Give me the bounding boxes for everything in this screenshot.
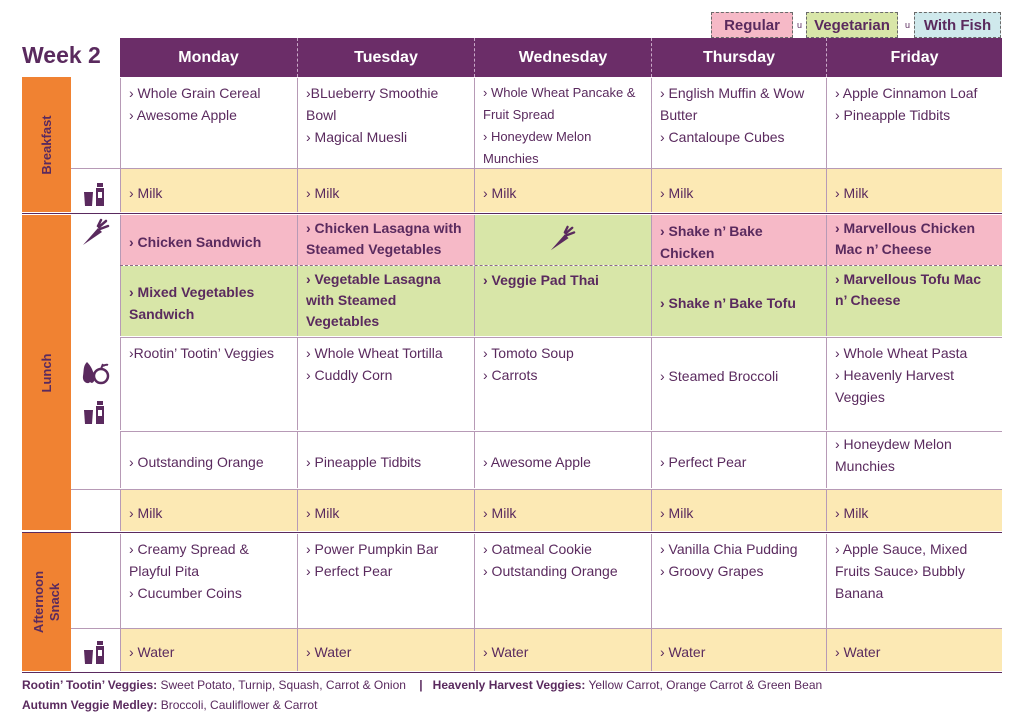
footnote-heavenly-text: Yellow Carrot, Orange Carrot & Green Bean xyxy=(588,678,823,692)
lunch-fruit-tuesday: › Pineapple Tidbits xyxy=(297,432,474,488)
footnote-line-1 xyxy=(22,678,822,692)
snack-water-tuesday: › Water xyxy=(297,629,474,671)
breakfast-cell-friday: › Apple Cinnamon Loaf › Pineapple Tidbits xyxy=(826,78,1002,168)
footnote-divider: | xyxy=(419,678,423,692)
snack-thursday: › Vanilla Chia Pudding › Groovy Grapes xyxy=(651,534,826,628)
lunch-fruit-monday: › Outstanding Orange xyxy=(120,432,297,488)
lunch-veg-tuesday: › Vegetable Lasagna with Steamed Vegetables xyxy=(297,266,474,336)
snack-tuesday: › Power Pumpkin Bar › Perfect Pear xyxy=(297,534,474,628)
breakfast-cell-tuesday: ›BLueberry Smoothie Bowl › Magical Muesli xyxy=(297,78,474,168)
footnote-autumn-text: Broccoli, Cauliflower & Carrot xyxy=(160,698,318,712)
lunch-veg-thursday: › Shake n’ Bake Tofu xyxy=(651,266,826,336)
snack-friday: › Apple Sauce, Mixed Fruits Sauce› Bubbly Banana xyxy=(826,534,1002,628)
lunch-side-wednesday: › Tomoto Soup › Carrots xyxy=(474,338,651,430)
snack-wednesday: › Oatmeal Cookie › Outstanding Orange xyxy=(474,534,651,628)
lunch-milk-thursday: › Milk xyxy=(651,490,826,531)
lunch-side-thursday: › Steamed Broccoli xyxy=(651,338,826,430)
footnote-rootin-text: Sweet Potato, Turnip, Squash, Carrot & Onion xyxy=(160,678,406,692)
day-header-wednesday: Wednesday xyxy=(474,38,651,77)
legend-separator: u xyxy=(905,20,911,30)
legend-with-fish: With Fish xyxy=(914,12,1001,38)
section-breakfast: Breakfast xyxy=(22,77,71,212)
breakfast-cell-monday: › Whole Grain Cereal › Awesome Apple xyxy=(120,78,297,168)
footnote-rootin-label: Rootin’ Tootin’ Veggies: xyxy=(22,678,158,692)
footnote-autumn-label: Autumn Veggie Medley: xyxy=(22,698,158,712)
snack-water-monday: › Water xyxy=(120,629,297,671)
footnote-heavenly-label: Heavenly Harvest Veggies: xyxy=(432,678,586,692)
snack-monday: › Creamy Spread & Playful Pita › Cucumber Coins xyxy=(120,534,297,628)
carrot-icon xyxy=(548,225,576,253)
lunch-fruit-wednesday: › Awesome Apple xyxy=(474,432,651,488)
snack-water-thursday: › Water xyxy=(651,629,826,671)
lunch-milk-friday: › Milk xyxy=(826,490,1002,531)
breakfast-milk-wednesday: › Milk xyxy=(474,169,651,212)
week-title: Week 2 xyxy=(22,42,101,68)
apple-pear-icon xyxy=(80,358,110,386)
section-lunch: Lunch xyxy=(22,215,71,530)
day-header-friday: Friday xyxy=(826,38,1002,77)
lunch-veg-monday: › Mixed Vegetables Sandwich xyxy=(120,266,297,336)
milk-bottle-glass-icon xyxy=(82,180,110,208)
breakfast-milk-tuesday: › Milk xyxy=(297,169,474,212)
lunch-milk-monday: › Milk xyxy=(120,490,297,531)
milk-bottle-glass-icon xyxy=(82,398,110,426)
legend-regular: Regular xyxy=(711,12,793,38)
carrot-icon xyxy=(80,218,110,248)
lunch-veg-wednesday: › Veggie Pad Thai xyxy=(474,266,651,336)
legend-separator: u xyxy=(797,20,803,30)
legend-vegetarian: Vegetarian xyxy=(806,12,898,38)
lunch-regular-friday: › Marvellous Chicken Mac n’ Cheese xyxy=(826,215,1002,265)
lunch-veg-friday: › Marvellous Tofu Mac n’ Cheese xyxy=(826,266,1002,336)
breakfast-milk-thursday: › Milk xyxy=(651,169,826,212)
lunch-regular-monday: › Chicken Sandwich xyxy=(120,215,297,265)
lunch-side-tuesday: › Whole Wheat Tortilla › Cuddly Corn xyxy=(297,338,474,430)
day-header-monday: Monday xyxy=(120,38,297,77)
breakfast-milk-friday: › Milk xyxy=(826,169,1002,212)
day-header-thursday: Thursday xyxy=(651,38,826,77)
lunch-side-friday: › Whole Wheat Pasta › Heavenly Harvest Veggies xyxy=(826,338,1002,430)
breakfast-cell-wednesday: › Whole Wheat Pancake & Fruit Spread › Honeydew Melon Munchies xyxy=(474,78,651,168)
section-afternoon-snack: Afternoon Snack xyxy=(22,533,71,671)
snack-water-friday: › Water xyxy=(826,629,1002,671)
lunch-regular-tuesday: › Chicken Lasagna with Steamed Vegetables xyxy=(297,215,474,265)
milk-bottle-glass-icon xyxy=(82,638,110,666)
breakfast-milk-monday: › Milk xyxy=(120,169,297,212)
lunch-milk-tuesday: › Milk xyxy=(297,490,474,531)
lunch-fruit-thursday: › Perfect Pear xyxy=(651,432,826,488)
snack-water-wednesday: › Water xyxy=(474,629,651,671)
breakfast-cell-thursday: › English Muffin & Wow Butter › Cantaloupe Cubes xyxy=(651,78,826,168)
lunch-milk-wednesday: › Milk xyxy=(474,490,651,531)
lunch-side-monday: ›Rootin’ Tootin’ Veggies xyxy=(120,338,297,430)
lunch-regular-thursday: › Shake n’ Bake Chicken xyxy=(651,215,826,265)
lunch-fruit-friday: › Honeydew Melon Munchies xyxy=(826,432,1002,488)
day-header-tuesday: Tuesday xyxy=(297,38,474,77)
footnote-line-2 xyxy=(22,698,317,712)
